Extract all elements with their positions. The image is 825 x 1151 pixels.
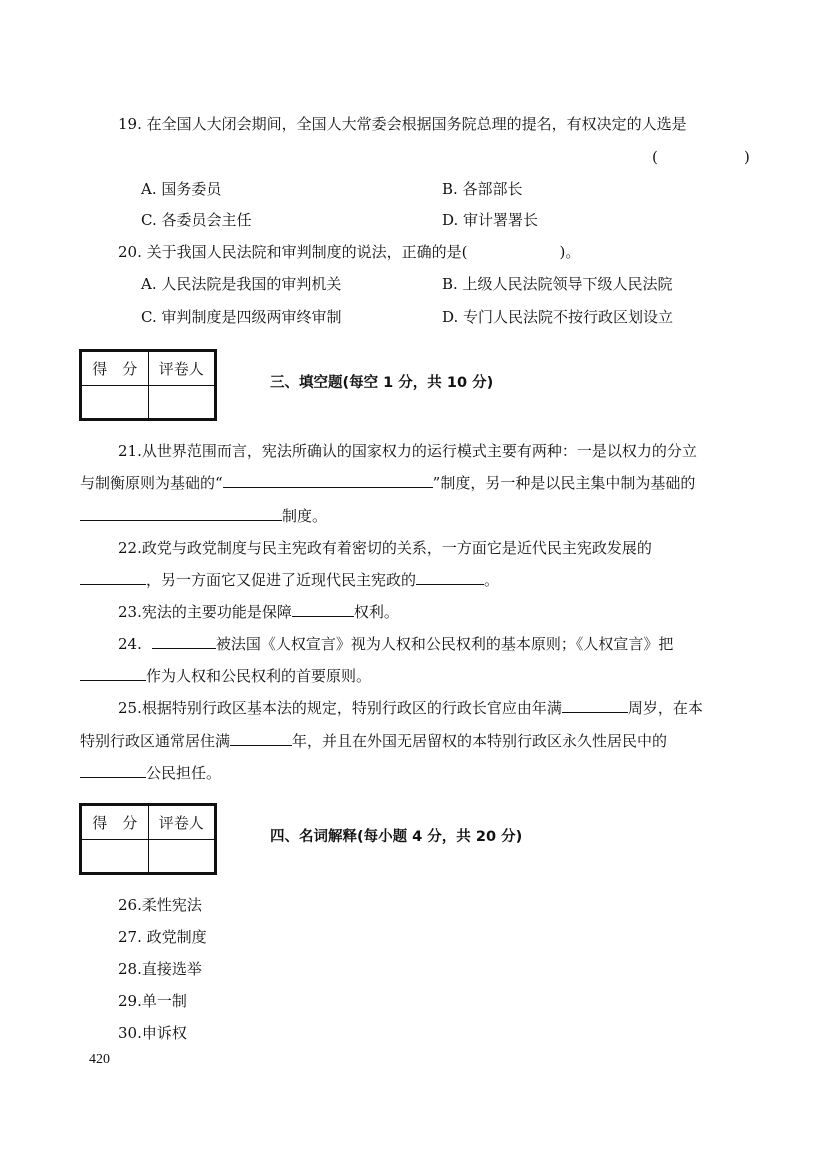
q25-line-2 — [80, 730, 667, 752]
q20-option-b: B. 上级人民法院领导下级人民法院 — [442, 275, 673, 293]
q24-number: 24. — [118, 635, 142, 653]
q22-line-2 — [80, 569, 499, 591]
q25-text-b: 周岁，在本 — [627, 699, 703, 717]
score-label: 得 分 — [82, 806, 149, 840]
q22-blank-2 — [416, 569, 484, 585]
question-20-stem — [118, 241, 580, 263]
section-3-title: 三、填空题(每空 1 分，共 10 分) — [270, 375, 494, 391]
q21-line-3 — [80, 505, 327, 527]
q19-option-b: B. 各部部长 — [442, 180, 523, 198]
q22-blank-1 — [80, 569, 146, 585]
grader-cell — [148, 386, 215, 419]
q25-blank-2 — [230, 730, 292, 746]
page-number: 420 — [89, 1052, 110, 1067]
q25-blank-1 — [562, 697, 628, 713]
q22-text-a: ，另一方面它又促进了近现代民主宪政的 — [146, 571, 417, 589]
score-label: 得 分 — [82, 352, 149, 386]
term-30: 30.申诉权 — [118, 1024, 187, 1042]
term-26: 26.柔性宪法 — [118, 896, 202, 914]
q25-blank-3 — [80, 762, 146, 778]
q24-line-1 — [118, 633, 673, 655]
q25-text-e: 公民担任。 — [146, 764, 222, 782]
score-box-section-4 — [79, 803, 217, 875]
score-cell — [82, 386, 149, 419]
q25-line-1 — [118, 697, 703, 719]
grader-label: 评卷人 — [148, 352, 215, 386]
q22-line-1: 22.政党与政党制度与民主宪政有着密切的关系，一方面它是近代民主宪政发展的 — [118, 539, 652, 557]
q23-line — [118, 601, 399, 623]
answer-paren-close: ) — [744, 148, 750, 166]
q21-line-2 — [80, 472, 695, 494]
q23-text-b: 权利。 — [353, 603, 399, 621]
q24-text-b: 作为人权和公民权利的首要原则。 — [146, 667, 372, 685]
section-4-title: 四、名词解释(每小题 4 分，共 20 分) — [270, 829, 523, 845]
term-28: 28.直接选举 — [118, 960, 202, 978]
q23-text-a: 23.宪法的主要功能是保障 — [118, 603, 292, 621]
q21-blank-1 — [223, 472, 433, 488]
q22-text-b: 。 — [484, 571, 500, 589]
q21-text-b: ”制度，另一种是以民主集中制为基础的 — [432, 474, 696, 492]
q24-line-2 — [80, 665, 371, 687]
q20-option-c: C. 审判制度是四级两审终审制 — [141, 308, 342, 326]
q20-stem-end: )。 — [559, 243, 581, 261]
score-box-section-3 — [79, 349, 217, 421]
score-cell — [82, 840, 149, 873]
q19-option-a: A. 国务委员 — [141, 180, 222, 198]
term-29: 29.单一制 — [118, 992, 187, 1010]
q25-line-3 — [80, 762, 221, 784]
q21-blank-2 — [80, 505, 282, 521]
answer-paren-open: ( — [652, 148, 658, 166]
q24-blank-1 — [152, 633, 216, 649]
question-19-stem: 19. 在全国人大闭会期间，全国人大常委会根据国务院总理的提名，有权决定的人选是 — [118, 115, 687, 133]
q20-stem-start: 20. 关于我国人民法院和审判制度的说法，正确的是( — [118, 243, 468, 261]
q21-line-1: 21.从世界范围而言，宪法所确认的国家权力的运行模式主要有两种：一是以权力的分立 — [118, 442, 697, 460]
q21-text-c: 制度。 — [282, 507, 328, 525]
q25-text-c: 特别行政区通常居住满 — [80, 732, 231, 750]
q20-option-d: D. 专门人民法院不按行政区划设立 — [442, 308, 674, 326]
q24-blank-2 — [80, 665, 146, 681]
q19-option-c: C. 各委员会主任 — [141, 211, 252, 229]
grader-cell — [148, 840, 215, 873]
q21-text-a: 与制衡原则为基础的“ — [80, 474, 223, 492]
q24-text-a: 被法国《人权宣言》视为人权和公民权利的基本原则；《人权宣言》把 — [215, 635, 674, 653]
term-27: 27. 政党制度 — [118, 928, 207, 946]
q23-blank — [292, 601, 354, 617]
q20-option-a: A. 人民法院是我国的审判机关 — [141, 275, 342, 293]
q19-option-d: D. 审计署署长 — [442, 211, 539, 229]
grader-label: 评卷人 — [148, 806, 215, 840]
q25-text-d: 年，并且在外国无居留权的本特别行政区永久性居民中的 — [292, 732, 668, 750]
q25-text-a: 25.根据特别行政区基本法的规定，特别行政区的行政长官应由年满 — [118, 699, 562, 717]
